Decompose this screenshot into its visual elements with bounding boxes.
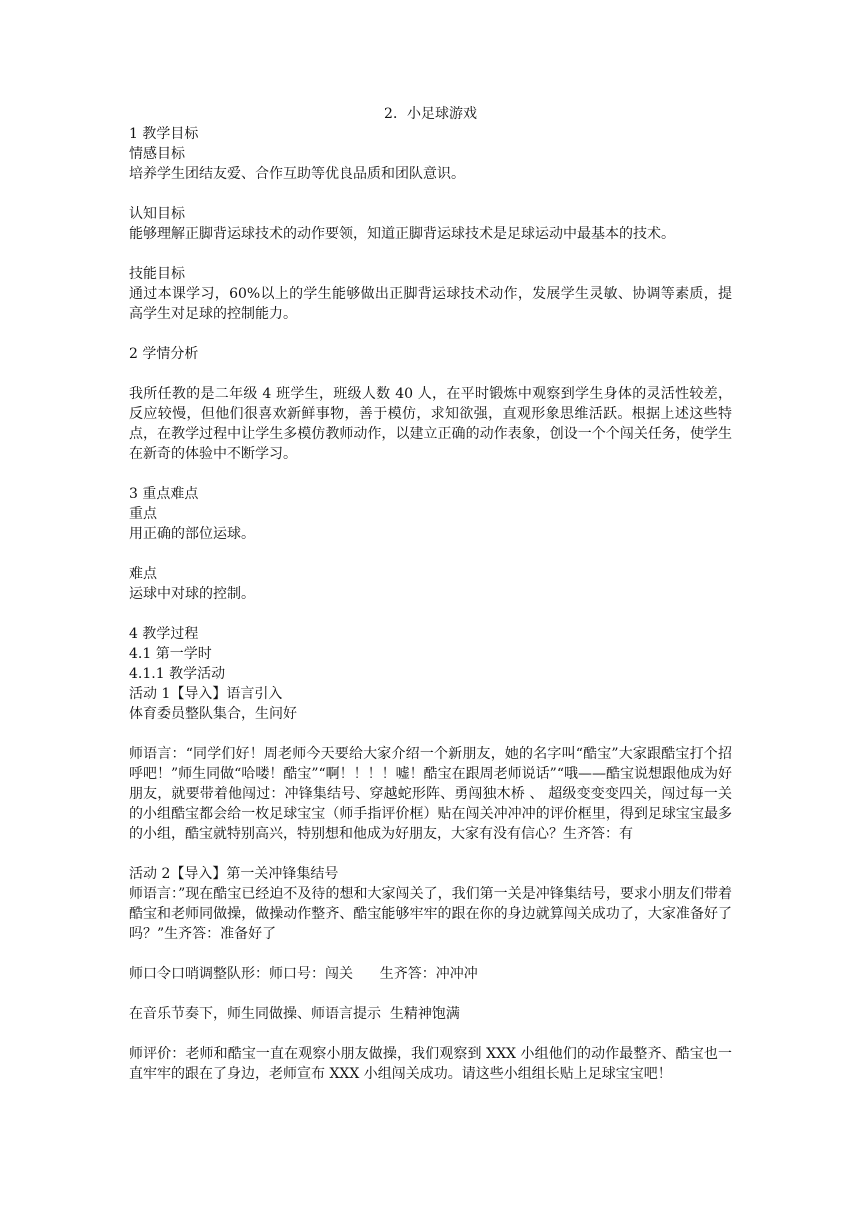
evaluation-paragraph: 师评价：老师和酷宝一直在观察小朋友做操，我们观察到 XXX 小组他们的动作最整齐、酷宝也一直牢牢的跟在了身边，老师宣布 XXX 小组闯关成功。请这些小组组长贴上足球宝宝吧！ (129, 1046, 732, 1082)
activity-1-paragraph: 师语言：“同学们好！周老师今天要给大家介绍一个新朋友，她的名字叫“酷宝”大家跟酷宝打个招呼吧！”师生同做“哈喽！酷宝”“啊！！！！嘘！酷宝在跟周老师说话”“哦——酷宝说想跟他成为好朋友，就要带着他闯过：冲锋集结号、穿越蛇形阵、勇闯独木桥 、 超级变变变四关，闯过每一关的小组酷宝都会给一枚足球宝宝（师手指评价框）贴在闯关冲冲冲的评价框里，得到足球宝宝最多的小组，酷宝就特别高兴，特别想和他成为好朋友，大家有没有信心？生齐答：有 (129, 746, 732, 842)
activity-2-paragraph: 师语言：”现在酷宝已经迫不及待的想和大家闯关了，我们第一关是冲锋集结号，要求小朋友们带着酷宝和老师同做操，做操动作整齐、酷宝能够牢牢的跟在你的身边就算闯关成功了，大家准备好了吗？”生齐答：准备好了 (129, 886, 732, 942)
spacer (129, 944, 732, 964)
subheading-teaching-activities: 4.1.1 教学活动 (129, 666, 226, 682)
learner-analysis-text: 我所任教的是二年级 4 班学生，班级人数 40 人，在平时锻炼中观察到学生身体的灵活性较差，反应较慢，但他们很喜欢新鲜事物，善于模仿，求知欲强，直观形象思维活跃。根据上述这些特点，在教学过程中让学生多模仿教师动作，以建立正确的动作表象，创设一个个闯关任务，使学生在新奇的体验中不断学习。 (129, 386, 732, 462)
subheading-difficult-point: 难点 (129, 566, 157, 582)
spacer (129, 324, 732, 344)
subheading-affective-goals: 情感目标 (129, 146, 185, 162)
cognitive-goals-text: 能够理解正脚背运球技术的动作要领，知道正脚背运球技术是足球运动中最基本的技术。 (129, 226, 675, 242)
document-body (129, 104, 732, 1084)
spacer (129, 244, 732, 264)
document-title: 2．小足球游戏 (384, 106, 477, 122)
section-heading-teaching-process: 4 教学过程 (129, 626, 199, 642)
spacer (129, 724, 732, 744)
activity-1-title: 活动 1【导入】语言引入 (129, 686, 283, 702)
difficult-point-text: 运球中对球的控制。 (129, 586, 255, 602)
spacer (129, 544, 732, 564)
spacer (129, 364, 732, 384)
spacer (129, 844, 732, 864)
subheading-cognitive-goals: 认知目标 (129, 206, 185, 222)
section-heading-key-difficult-points: 3 重点难点 (129, 486, 199, 502)
affective-goals-text: 培养学生团结友爱、合作互助等优良品质和团队意识。 (129, 166, 465, 182)
spacer (129, 464, 732, 484)
activity-1-line: 体育委员整队集合，生问好 (129, 706, 297, 722)
music-line: 在音乐节奏下，师生同做操、师语言提示 生精神饱满 (129, 1006, 460, 1022)
activity-2-title: 活动 2【导入】第一关冲锋集结号 (129, 866, 339, 882)
subheading-key-point: 重点 (129, 506, 157, 522)
key-point-text: 用正确的部位运球。 (129, 526, 255, 542)
section-heading-teaching-goals: 1 教学目标 (129, 126, 199, 142)
spacer (129, 1024, 732, 1044)
spacer (129, 984, 732, 1004)
subheading-first-lesson: 4.1 第一学时 (129, 646, 212, 662)
subheading-skill-goals: 技能目标 (129, 266, 185, 282)
command-line: 师口令口哨调整队形：师口号：闯关 生齐答：冲冲冲 (129, 966, 478, 982)
spacer (129, 184, 732, 204)
skill-goals-text: 通过本课学习，60%以上的学生能够做出正脚背运球技术动作，发展学生灵敏、协调等素质，提高学生对足球的控制能力。 (129, 286, 732, 322)
spacer (129, 604, 732, 624)
section-heading-learner-analysis: 2 学情分析 (129, 346, 199, 362)
